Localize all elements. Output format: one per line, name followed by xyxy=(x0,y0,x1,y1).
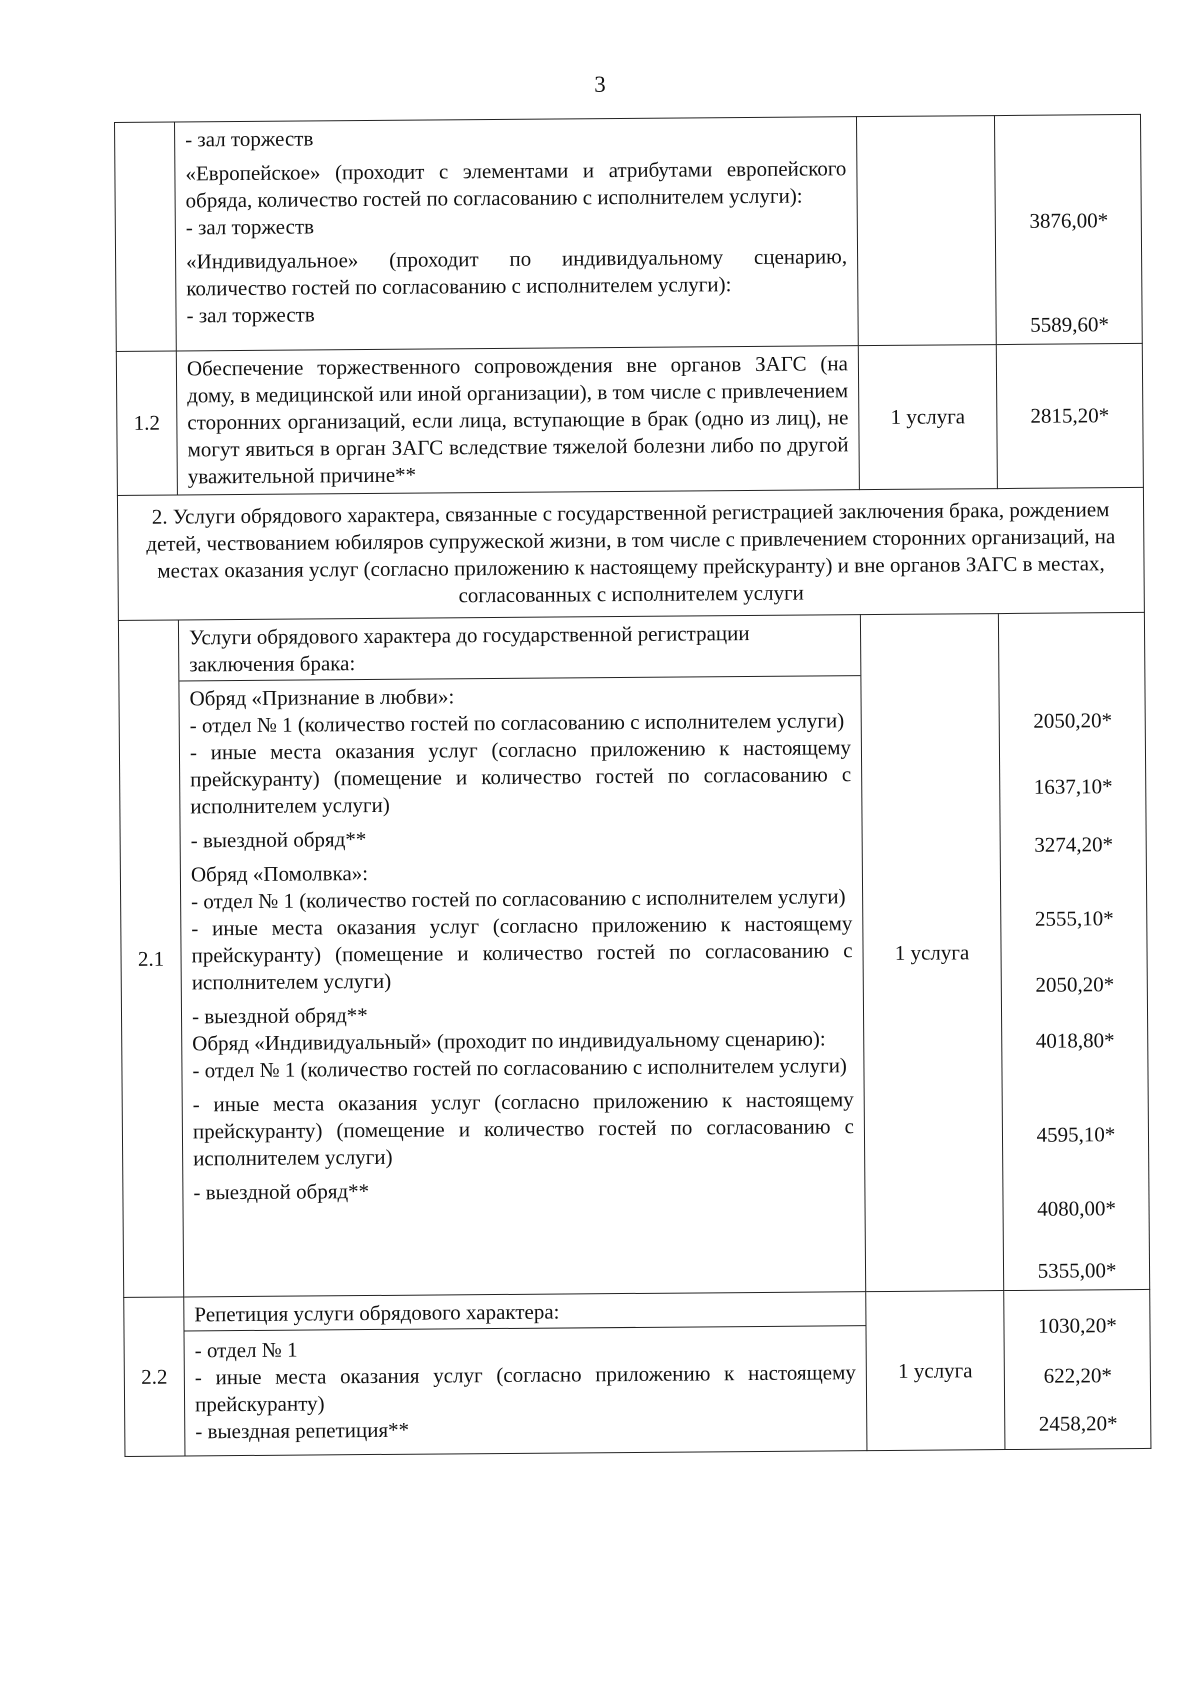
section-2-title: 2. Услуги обрядового характера, связанные с государственной регистрацией заключения брака, рождением детей, чествованием юбиляров супружеской жизни, в том числе с привлечением сторонних организаций, на местах оказания услуг (согласно приложению к настоящему прейскуранту) и вне органов ЗАГС в местах, согласованных с исполнителем услуги xyxy=(117,487,1144,620)
desc-line: - отдел № 1 (количество гостей по согласованию с исполнителем услуги) xyxy=(191,884,846,914)
desc-line: - иные места оказания услуг (согласно приложению к настоящему прейскуранту) (помещение и количество гостей по согласованию с исполнителем услуги) xyxy=(192,1087,855,1171)
price-value: 1637,10* xyxy=(1033,774,1113,799)
row-description xyxy=(178,615,865,1297)
row-subtitle: Услуги обрядового характера до государственной регистрации заключения брака: xyxy=(179,615,860,681)
desc-line: «Европейское» (проходит с элементами и атрибутами европейского обряда, количество гостей по согласованию с исполнителем услуги): xyxy=(185,156,847,213)
table-row-2-2 xyxy=(124,1289,1151,1456)
price-value: 5589,60* xyxy=(1030,312,1110,337)
table-row-2-1 xyxy=(118,612,1149,1297)
section-header-row xyxy=(117,487,1144,620)
price-value: 2050,20* xyxy=(1035,972,1115,997)
price-value: 1030,20* xyxy=(1038,1313,1117,1338)
price-value: 622,20* xyxy=(1043,1363,1113,1388)
desc-line: - выездная репетиция** xyxy=(195,1417,410,1444)
desc-line: Обряд «Индивидуальный» (проходит по индивидуальному сценарию): xyxy=(192,1026,826,1056)
unit-cell: 1 услуга xyxy=(858,345,997,490)
price-value: 2815,20* xyxy=(996,343,1143,488)
price-cell xyxy=(994,114,1142,344)
desc-line: - выездной обряд** xyxy=(190,827,367,853)
price-cell xyxy=(998,612,1149,1290)
price-value: 4080,00* xyxy=(1037,1196,1117,1221)
desc-line: - отдел № 1 (количество гостей по согласованию с исполнителем услуги) xyxy=(192,1053,847,1083)
row-description xyxy=(176,346,859,495)
price-value: 4595,10* xyxy=(1036,1122,1116,1147)
desc-line: - иные места оказания услуг (согласно приложению к настоящему прейскуранту) (помещение и количество гостей по согласованию с исполнителем услуги) xyxy=(191,911,853,995)
desc-line: - зал торжеств xyxy=(185,214,315,240)
price-table xyxy=(114,114,1151,1457)
row-number: 1.2 xyxy=(116,351,177,495)
desc-line: - выездной обряд** xyxy=(193,1179,370,1205)
desc-line: - зал торжеств xyxy=(185,126,314,152)
desc-line: - иные места оказания услуг (согласно приложению к настоящему прейскуранту) (помещение и количество гостей по согласованию с исполнителем услуги) xyxy=(189,735,852,819)
table-row-continuation xyxy=(115,114,1143,351)
desc-line: - отдел № 1 xyxy=(194,1337,298,1363)
desc-line: - иные места оказания услуг (согласно приложению к настоящему прейскуранту) xyxy=(194,1360,856,1417)
price-value: 3274,20* xyxy=(1034,832,1114,857)
row-subtitle: Репетиция услуги обрядового характера: xyxy=(184,1292,865,1331)
price-value: 5355,00* xyxy=(1037,1258,1117,1283)
price-value: 2458,20* xyxy=(1038,1411,1118,1436)
price-value: 2050,20* xyxy=(1033,708,1113,733)
price-value: 4018,80* xyxy=(1035,1028,1115,1053)
desc-line: Обряд «Помолвка»: xyxy=(190,861,369,887)
row-number-cell xyxy=(115,122,177,351)
unit-cell: 1 услуга xyxy=(866,1291,1005,1451)
row-number: 2.2 xyxy=(124,1297,185,1456)
unit-cell xyxy=(856,116,996,346)
row-description xyxy=(175,117,859,351)
page-number: 3 xyxy=(594,72,606,97)
price-value: 2555,10* xyxy=(1034,906,1114,931)
desc-line: «Индивидуальное» (проходит по индивидуальному сценарию, количество гостей по согласованию с исполнителем услуги): xyxy=(186,244,848,301)
unit-cell: 1 услуга xyxy=(860,614,1003,1292)
desc-line: - выездной обряд** xyxy=(191,1003,368,1029)
price-value: 3876,00* xyxy=(1029,208,1109,233)
desc-line: Обряд «Признание в любви»: xyxy=(189,684,455,711)
desc-line: - отдел № 1 (количество гостей по согласованию с исполнителем услуги) xyxy=(189,708,845,738)
desc-line: - зал торжеств xyxy=(186,302,315,328)
row-number: 2.1 xyxy=(118,620,183,1297)
desc-text: Обеспечение торжественного сопровождения вне органов ЗАГС (на дому, в медицинской или иной организации), в том числе с привлечением сторонних организаций, если лица, вступающие в брак (одно из лиц), не могут явиться в орган ЗАГС вследствие тяжелой болезни либо по другой уважительной причине** xyxy=(186,351,849,489)
row-description xyxy=(184,1292,867,1456)
price-cell xyxy=(1004,1289,1151,1449)
table-row-1-2 xyxy=(116,343,1143,495)
